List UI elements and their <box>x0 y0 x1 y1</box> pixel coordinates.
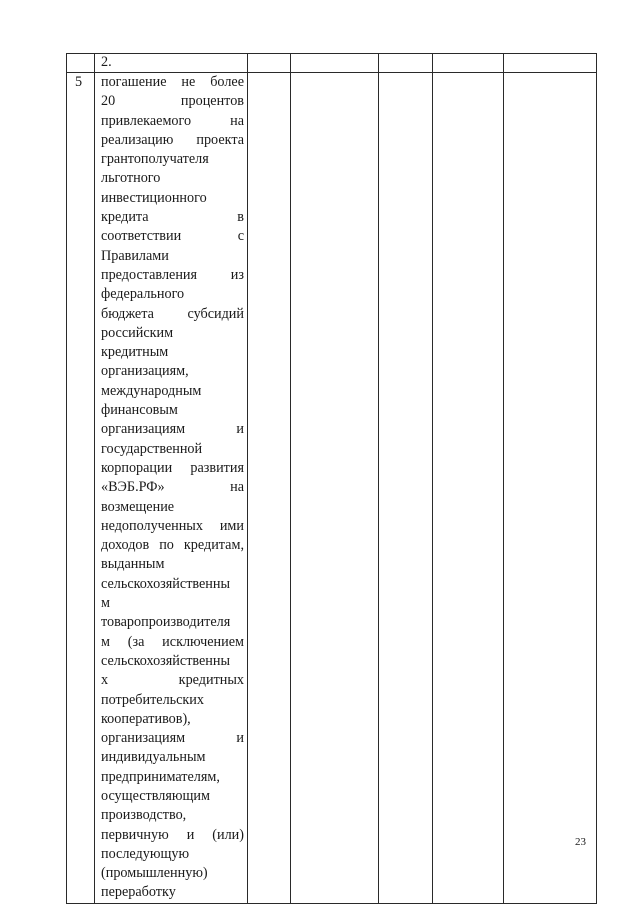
description-line: индивидуальным <box>101 749 206 766</box>
description-line: осуществляющим <box>101 787 210 804</box>
description-line: производство, <box>101 807 187 824</box>
table-cell-empty <box>291 73 379 904</box>
table-cell-number <box>67 73 95 904</box>
table-cell-empty <box>248 73 291 904</box>
description-line: недополученных ими <box>101 517 244 534</box>
table-cell-empty <box>433 73 504 904</box>
description-line: федерального <box>101 286 185 303</box>
table-cell-empty <box>379 73 433 904</box>
description-line: грантополучателя <box>101 151 209 168</box>
table-cell-empty <box>291 54 379 73</box>
table-cell-text <box>95 54 248 73</box>
page-number: 23 <box>575 836 586 848</box>
description-line: организациям и <box>101 730 244 747</box>
table-row-previous <box>67 54 597 73</box>
description-line: сельскохозяйственны <box>101 652 231 669</box>
description-line: первичную и (или) <box>101 826 244 843</box>
description-line: товаропроизводителя <box>101 614 231 631</box>
description-line: льготного <box>101 170 161 187</box>
table-cell-empty <box>504 54 597 73</box>
description-line: выданным <box>101 556 165 573</box>
description-line: доходов по кредитам, <box>101 537 244 554</box>
description-line: международным <box>101 382 202 399</box>
description-line: «ВЭБ.РФ» на <box>101 479 244 496</box>
description-line: переработку <box>101 884 176 901</box>
table-cell-empty <box>433 54 504 73</box>
description-line: соответствии с <box>101 228 244 245</box>
table-cell-empty <box>248 54 291 73</box>
row-number: 5 <box>75 74 83 90</box>
description-text <box>95 73 247 903</box>
description-line: реализацию проекта <box>101 131 244 148</box>
description-line: потребительских <box>101 691 204 708</box>
description-line: м (за исключением <box>101 633 244 650</box>
description-line: инвестиционного <box>101 189 207 206</box>
description-line: сельскохозяйственны <box>101 575 231 592</box>
description-line: организациям и <box>101 421 244 438</box>
description-line: м <box>101 595 110 612</box>
description-line: бюджета субсидий <box>101 305 244 322</box>
description-line: 20 процентов <box>101 93 244 110</box>
description-line: кредита в <box>101 209 244 226</box>
table-cell-empty <box>379 54 433 73</box>
description-line: возмещение <box>101 498 175 515</box>
description-line: финансовым <box>101 402 178 419</box>
table-row-5 <box>67 73 597 904</box>
document-table <box>66 53 597 904</box>
description-line: (промышленную) <box>101 865 208 882</box>
description-line: х кредитных <box>101 672 244 689</box>
description-line: кооперативов), <box>101 710 191 727</box>
description-line: корпорации развития <box>101 459 244 476</box>
description-line: предпринимателям, <box>101 768 220 785</box>
description-line: кредитным <box>101 344 169 361</box>
description-line: последующую <box>101 845 190 862</box>
table-cell-empty <box>504 73 597 904</box>
continued-text: 2. <box>101 54 112 70</box>
table-cell-number-empty <box>67 54 95 73</box>
table-cell-description <box>95 73 248 904</box>
description-line: привлекаемого на <box>101 112 244 129</box>
description-line: погашение не более <box>101 74 244 90</box>
description-line: предоставления из <box>101 266 244 283</box>
description-line: российским <box>101 324 174 341</box>
description-line: государственной <box>101 440 203 457</box>
description-line: Правилами <box>101 247 169 264</box>
description-line: организациям, <box>101 363 189 380</box>
